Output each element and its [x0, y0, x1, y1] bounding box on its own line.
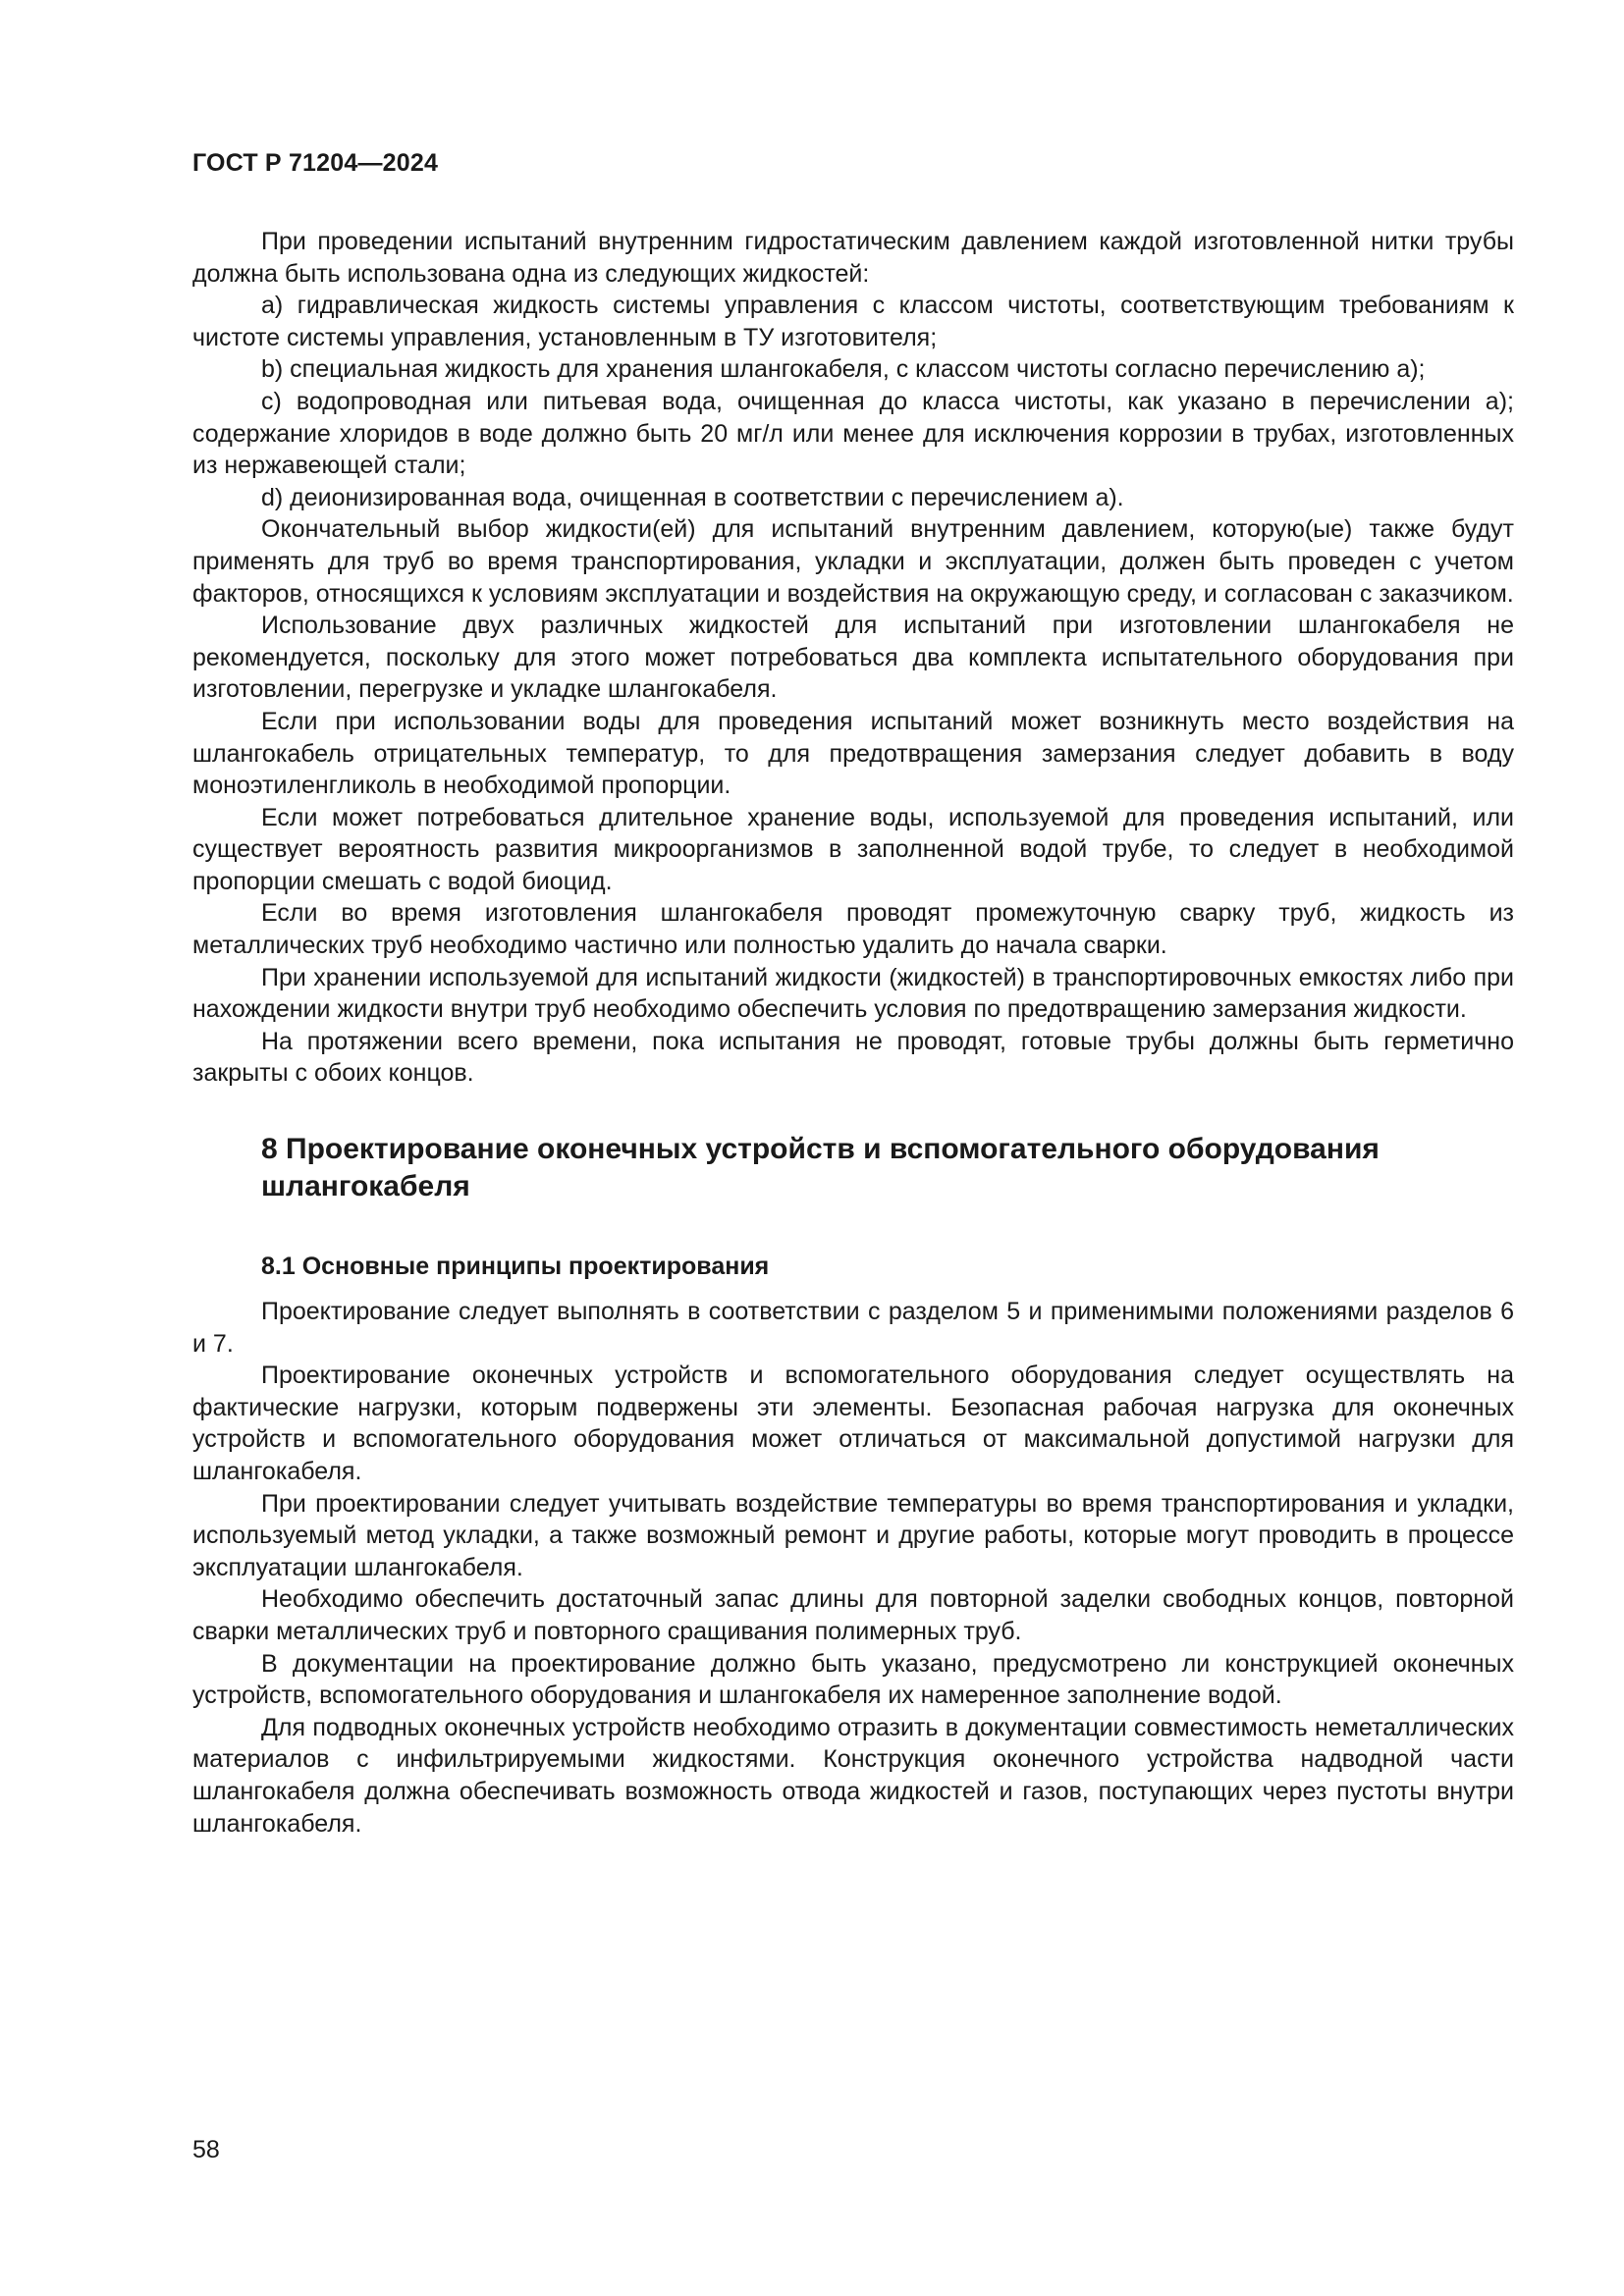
- paragraph: При проектировании следует учитывать воздействие температуры во время транспортирования и укладки, используемый метод укладки, а также возможный ремонт и другие работы, которые могут проводить в процессе эксплуатации шлангокабеля.: [192, 1489, 1514, 1581]
- section-heading: 8 Проектирование оконечных устройств и вспомогательного оборудования шлангокабеля: [261, 1133, 1380, 1203]
- document-header: ГОСТ Р 71204—2024: [192, 149, 439, 177]
- list-item-a: a) гидравлическая жидкость системы управления с классом чистоты, соответствующим требованиям к чистоте системы управления, установленным в ТУ изготовителя;: [192, 292, 1514, 351]
- list-item-d: d) деионизированная вода, очищенная в соответствии с перечислением а).: [261, 483, 1124, 511]
- paragraph: Если во время изготовления шлангокабеля проводят промежуточную сварку труб, жидкость из металлических труб необходимо частично или полностью удалить до начала сварки.: [192, 899, 1514, 960]
- subsection-heading: 8.1 Основные принципы проектирования: [261, 1253, 770, 1281]
- paragraph: Проектирование следует выполнять в соответствии с разделом 5 и применимыми положениями разделов 6 и 7.: [192, 1298, 1514, 1358]
- list-item-b: b) специальная жидкость для хранения шлангокабеля, с классом чистоты согласно перечислению а);: [261, 355, 1426, 384]
- list-item-c: c) водопроводная или питьевая вода, очищенная до класса чистоты, как указано в перечислении а); содержание хлоридов в воде должно быть 20 мг/л или менее для исключения коррозии в трубах, изготовленных из нержавеющей стали;: [192, 387, 1514, 480]
- page-number: 58: [192, 2136, 220, 2163]
- body-text: [192, 226, 1514, 1840]
- paragraph: При проведении испытаний внутренним гидростатическим давлением каждой изготовленной нитки трубы должна быть использована одна из следующих жидкостей:: [192, 228, 1514, 288]
- paragraphs-before-section: [192, 226, 1514, 1090]
- paragraph: В документации на проектирование должно быть указано, предусмотрено ли конструкцией оконечных устройств, вспомогательного оборудования и шлангокабеля их намеренное заполнение водой.: [192, 1649, 1514, 1710]
- paragraph: Для подводных оконечных устройств необходимо отразить в документации совместимость неметаллических материалов с инфильтрируемыми жидкостями. Конструкция оконечного устройства надводной части шлангокабеля должна обеспечивать возможность отвода жидкостей и газов, поступающих через пустоты внутри шлангокабеля.: [192, 1713, 1514, 1838]
- paragraphs-after-section: [192, 1296, 1514, 1840]
- paragraph: Если при использовании воды для проведения испытаний может возникнуть место воздействия на шлангокабель отрицательных температур, то для предотвращения замерзания следует добавить в воду моноэтиленгликоль в необходимой пропорции.: [192, 707, 1514, 800]
- paragraph: Окончательный выбор жидкости(ей) для испытаний внутренним давлением, которую(ые) также будут применять для труб во время транспортирования, укладки и эксплуатации, должен быть проведен с учетом факторов, относящихся к условиям эксплуатации и воздействия на окружающую среду, и согласован с заказчиком.: [192, 515, 1514, 608]
- paragraph: Проектирование оконечных устройств и вспомогательного оборудования следует осуществлять на фактические нагрузки, которым подвержены эти элементы. Безопасная рабочая нагрузка для оконечных устройств и вспомогательного оборудования может отличаться от максимальной допустимой нагрузки для шлангокабеля.: [192, 1362, 1514, 1485]
- paragraph: На протяжении всего времени, пока испытания не проводят, готовые трубы должны быть герметично закрыты с обоих концов.: [192, 1027, 1514, 1088]
- paragraph: Если может потребоваться длительное хранение воды, используемой для проведения испытаний, или существует вероятность развития микроорганизмов в заполненной водой трубе, то следует в необходимой пропорции смешать с водой биоцид.: [192, 803, 1514, 895]
- paragraph: Необходимо обеспечить достаточный запас длины для повторной заделки свободных концов, повторной сварки металлических труб и повторного сращивания полимерных труб.: [192, 1585, 1514, 1645]
- paragraph: При хранении используемой для испытаний жидкости (жидкостей) в транспортировочных емкостях либо при нахождении жидкости внутри труб необходимо обеспечить условия по предотвращению замерзания жидкости.: [192, 963, 1514, 1024]
- paragraph: Использование двух различных жидкостей для испытаний при изготовлении шлангокабеля не рекомендуется, поскольку для этого может потребоваться два комплекта испытательного оборудования при изготовлении, перегрузке и укладке шлангокабеля.: [192, 612, 1514, 704]
